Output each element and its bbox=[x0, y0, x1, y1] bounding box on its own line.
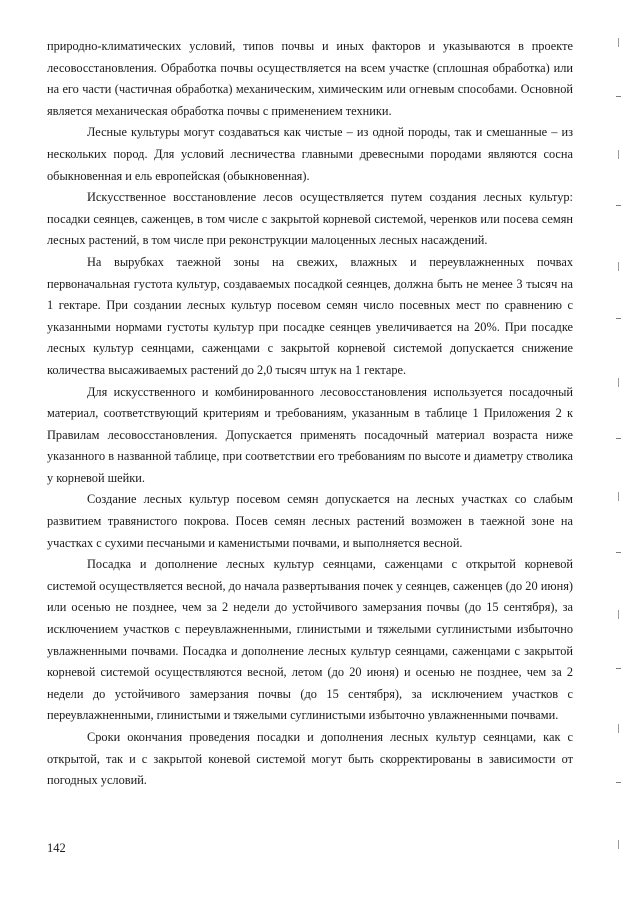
page-number: 142 bbox=[47, 841, 66, 855]
scan-edge-mark bbox=[618, 724, 619, 733]
scan-edge-mark bbox=[618, 610, 619, 619]
scan-edge-mark bbox=[618, 378, 619, 387]
scan-edge-mark bbox=[618, 840, 619, 849]
scan-edge-mark bbox=[616, 438, 621, 439]
scan-edge-mark bbox=[616, 96, 621, 97]
scan-edge-mark bbox=[618, 150, 619, 159]
scan-edge-mark bbox=[618, 38, 619, 47]
scan-edge-mark bbox=[618, 492, 619, 501]
paragraph-1: природно-климатических условий, типов почвы и иных факторов и указываются в проекте лесовосстановления. Обработка почвы осуществляется на всем участке (сплошная обработка) или на его части (частичная обработка) механическим, химическим или огневым способами. Основной является механическая обработка почвы с применением техники. bbox=[47, 39, 573, 118]
paragraph-4: На вырубках таежной зоны на свежих, влажных и переувлажненных почвах первоначальная густота культур, создаваемых посадкой сеянцев, должна быть не менее 3 тысяч на 1 гектаре. При создании лесных культур посевом семян число посевных мест по сравнению с указанными нормами густоты культур при посадке сеянцев увеличивается на 20%. При посадке лесных культур сеянцами, саженцами с закрытой корневой системой допускается снижение количества высаживаемых растений до 2,0 тысяч штук на 1 гектаре. bbox=[47, 254, 573, 377]
body-text bbox=[47, 36, 573, 792]
scan-edge-marks bbox=[612, 0, 626, 905]
scan-edge-mark bbox=[616, 205, 621, 206]
scan-edge-mark bbox=[616, 668, 621, 669]
paragraph-2: Лесные культуры могут создаваться как чистые – из одной породы, так и смешанные – из нескольких пород. Для условий лесничества главными древесными породами являются сосна обыкновенная и ель европейская (обыкновенная). bbox=[47, 125, 573, 183]
paragraph-8: Сроки окончания проведения посадки и дополнения лесных культур сеянцами, как с открытой, так и с закрытой коневой системой могут быть скорректированы в зависимости от погодных условий. bbox=[47, 730, 573, 788]
paragraph-5: Для искусственного и комбинированного лесовосстановления используется посадочный материал, соответствующий критериям и требованиям, указанным в таблице 1 Приложения 2 к Правилам лесовосстановления. Допускается применять посадочный материал возраста ниже указанного в названной таблице, при соответствии его требованиям по высоте и диаметру стволика у корневой шейки. bbox=[47, 384, 573, 485]
scan-edge-mark bbox=[616, 552, 621, 553]
paragraph-3: Искусственное восстановление лесов осуществляется путем создания лесных культур: посадки сеянцев, саженцев, в том числе с закрытой корневой системой, черенков или посева семян лесных растений, в том числе при реконструкции малоценных лесных насаждений. bbox=[47, 190, 573, 248]
paragraph-6: Создание лесных культур посевом семян допускается на лесных участках со слабым развитием травянистого покрова. Посев семян лесных растений возможен в таежной зоне на участках с сухими песчаными и каменистыми почвами, и выполняется весной. bbox=[47, 492, 573, 550]
scan-edge-mark bbox=[618, 262, 619, 271]
scan-edge-mark bbox=[616, 318, 621, 319]
paragraph-7: Посадка и дополнение лесных культур сеянцами, саженцами с открытой корневой системой осуществляется весной, до начала развертывания почек у сеянцев, саженцев (до 20 июня) или осенью не позднее, чем за 2 недели до устойчивого замерзания почвы (до 15 сентября), за исключением участков с переувлажненными, глинистыми и тяжелыми суглинистыми избыточно увлажненными почвами. Посадка и дополнение лесных культур сеянцами, саженцами с закрытой корневой системой осуществляются весной, летом (до 20 июня) и осенью не позднее, чем за 2 недели до устойчивого замерзания почвы (до 15 сентября), за исключением участков с переувлажненными, глинистыми и тяжелыми суглинистыми избыточно увлажненными почвами. bbox=[47, 557, 573, 723]
scan-edge-mark bbox=[616, 782, 621, 783]
